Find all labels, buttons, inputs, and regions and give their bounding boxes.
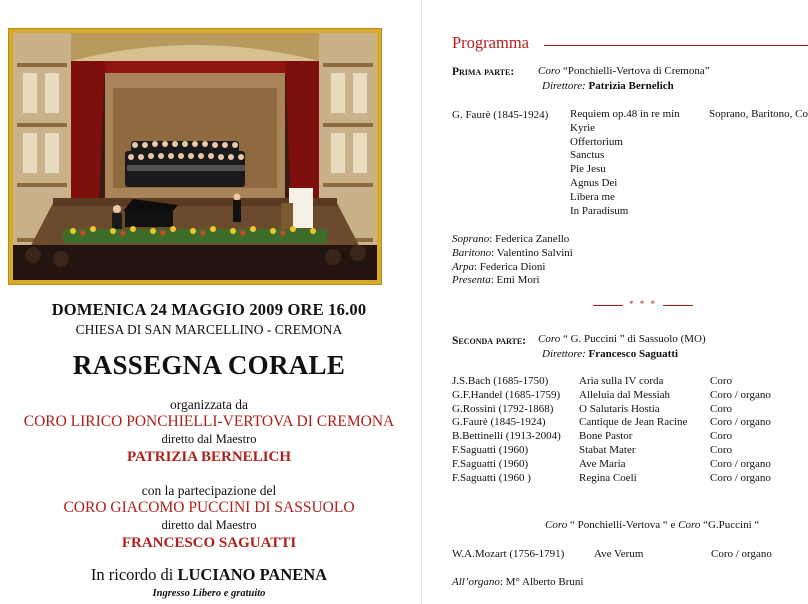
composer-cell: G.F.Handel (1685-1759)	[452, 388, 561, 401]
composer-cell: F.Saguatti (1960 )	[452, 471, 531, 484]
part2-forces	[710, 375, 771, 485]
host-choir-name: CORO LIRICO PONCHIELLI-VERTOVA DI CREMONA	[23, 413, 395, 430]
work-item: Kyrie	[570, 121, 596, 134]
participation-label: con la partecipazione del	[141, 483, 277, 498]
event-venue: CHIESA DI SAN MARCELLINO - CREMONA	[75, 322, 343, 337]
work-item: Sanctus	[570, 149, 605, 162]
work-cell: O Salutaris Hostia	[579, 402, 660, 415]
work-item: Agnus Dei	[570, 176, 618, 189]
photo-frame	[8, 28, 382, 285]
part1-choir	[538, 65, 710, 77]
part2-choir	[538, 333, 706, 345]
soloist-row	[452, 247, 573, 261]
part1-director-prefix: Direttore:	[542, 80, 589, 92]
part1-voices: Soprano, Baritono, Co	[709, 108, 808, 120]
work-cell: Bone Pastor	[579, 430, 633, 443]
finale-choir-b-prefix: Coro	[678, 519, 701, 531]
separator-rule-left	[593, 305, 623, 306]
right-page	[425, 0, 808, 604]
work-cell: Regina Coeli	[579, 471, 637, 484]
separator-stars: * * *	[629, 299, 657, 309]
organist-prefix: All’organo	[452, 576, 500, 588]
work-cell: Stabat Mater	[579, 443, 636, 456]
forces-cell: Coro / organo	[710, 471, 771, 484]
choir-photo	[13, 33, 377, 280]
soloist-role: Arpa	[452, 260, 474, 273]
forces-cell: Coro	[710, 402, 732, 415]
soloist-name: : Emi Mori	[490, 274, 540, 287]
part2-director-prefix: Direttore:	[542, 348, 589, 360]
part2-director-name: Francesco Saguatti	[588, 348, 679, 360]
composer-cell: F.Saguatti (1960)	[452, 457, 529, 470]
host-conductor-name: PATRIZIA BERNELICH	[126, 449, 292, 465]
memorial-line	[0, 565, 418, 585]
soloists-list	[452, 233, 573, 288]
forces-cell: Coro / organo	[710, 388, 771, 401]
part1-composer: G. Faurè (1845-1924)	[452, 109, 549, 121]
directed-by-label-2: diretto dal Maestro	[161, 518, 257, 532]
finale-work: Ave Verum	[594, 548, 644, 560]
separator-rule-right	[663, 305, 693, 306]
composer-cell: G.Rossini (1792-1868)	[452, 402, 554, 415]
work-cell: Alleluia dal Messiah	[579, 388, 671, 401]
part1-director-name: Patrizia Bernelich	[588, 80, 674, 92]
page-fold	[421, 0, 422, 604]
work-item: Pie Jesu	[570, 163, 606, 176]
soloist-name: : Federica Dioni	[474, 260, 546, 273]
finale-choirs	[545, 519, 759, 531]
work-item: Libera me	[570, 190, 615, 203]
part2-director	[542, 348, 678, 360]
soloist-row	[452, 261, 573, 275]
soloist-name: : Valentino Salvini	[491, 246, 573, 259]
part1-director	[542, 80, 674, 92]
forces-cell: Coro / organo	[710, 457, 771, 470]
finale-choir-b-name: “G.Puccini “	[700, 519, 760, 531]
heading-rule	[544, 45, 808, 46]
forces-cell: Coro	[710, 443, 732, 456]
finale-choir-a-name: “ Ponchielli-Vertova “ e	[567, 519, 679, 531]
part1-choir-name: “Ponchielli-Vertova di Cremona”	[560, 65, 710, 77]
composer-cell: G.Faurè (1845-1924)	[452, 416, 546, 429]
part2-label: Seconda parte:	[452, 335, 527, 347]
guest-conductor-name: FRANCESCO SAGUATTI	[121, 535, 297, 551]
work-item: Offertorium	[570, 135, 623, 148]
forces-cell: Coro	[710, 375, 732, 387]
programme-heading: Programma	[452, 33, 529, 52]
directed-by-label-1: diretto dal Maestro	[161, 432, 257, 446]
finale-composer: W.A.Mozart (1756-1791)	[452, 548, 565, 560]
work-cell: Ave Maria	[579, 457, 626, 470]
guest-choir-name: CORO GIACOMO PUCCINI DI SASSUOLO	[63, 499, 355, 516]
free-entry-note: Ingresso Libero e gratuito	[152, 588, 266, 599]
composer-cell: J.S.Bach (1685-1750)	[452, 375, 549, 387]
memorial-prefix: In ricordo di	[90, 565, 178, 584]
soloist-row	[452, 233, 573, 247]
work-item: Requiem op.48 in re min	[570, 108, 680, 120]
memorial-name: LUCIANO PANENA	[177, 565, 328, 584]
part2-composers	[452, 375, 561, 485]
forces-cell: Coro / organo	[710, 416, 771, 429]
composer-cell: F.Saguatti (1960)	[452, 443, 529, 456]
part1-label: Prima parte:	[452, 66, 515, 78]
part2-choir-prefix: Coro	[538, 333, 561, 345]
part2-works	[579, 375, 687, 485]
event-title: RASSEGNA CORALE	[72, 350, 346, 380]
soloist-role: Presenta	[452, 274, 491, 287]
organist-line	[452, 576, 583, 588]
soloist-row	[452, 274, 573, 288]
soloist-role: Soprano	[452, 233, 490, 245]
organist-name: : M° Alberto Bruni	[499, 576, 584, 588]
event-date: DOMENICA 24 MAGGIO 2009 ORE 16.00	[51, 300, 367, 319]
part1-works	[570, 108, 680, 218]
organized-by-label: organizzata da	[169, 397, 249, 412]
finale-choir-a-prefix: Coro	[545, 519, 568, 531]
soloist-role: Baritono	[452, 246, 492, 259]
soloist-name: : Federica Zanello	[489, 233, 570, 245]
part1-choir-prefix: Coro	[538, 65, 561, 77]
forces-cell: Coro	[710, 430, 732, 443]
part2-choir-name: “ G. Puccini ” di Sassuolo (MO)	[560, 333, 706, 345]
finale-forces: Coro / organo	[711, 548, 772, 560]
composer-cell: B.Bettinelli (1913-2004)	[452, 430, 561, 443]
work-cell: Aria sulla IV corda	[579, 375, 664, 387]
work-cell: Cantique de Jean Racine	[579, 416, 688, 429]
work-item: In Paradisum	[570, 204, 629, 217]
